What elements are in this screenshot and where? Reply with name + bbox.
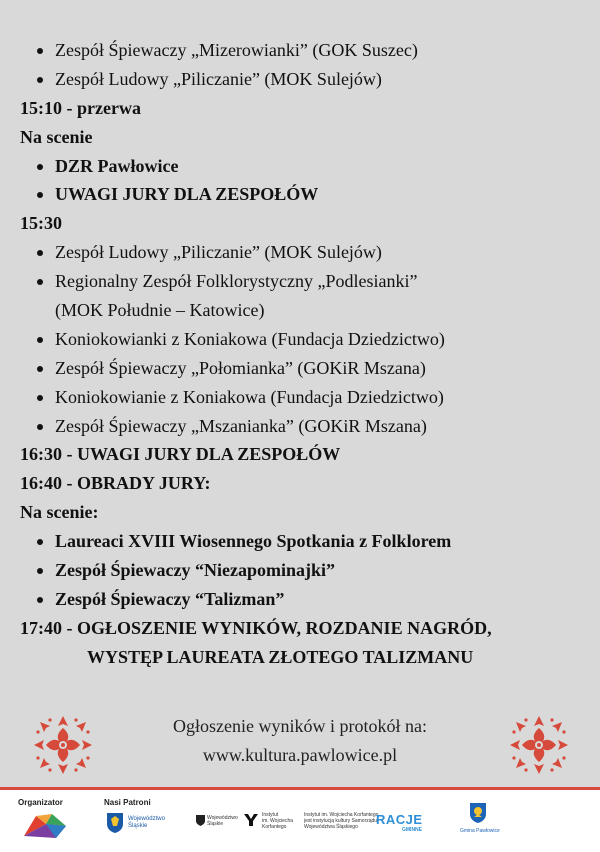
korfanty-institute-logo-icon [244, 814, 258, 826]
gmina-pawlowice-label: Gmina Pawłowice [460, 828, 500, 834]
korfanty-name-line3: Korfantego [262, 824, 287, 830]
stage-item: Zespół Śpiewaczy “Niezapominajki” [0, 556, 600, 585]
pawlowice-coat-of-arms-icon [469, 802, 487, 824]
sponsor-logo-bar [0, 787, 600, 852]
program-item: Zespół Śpiewaczy „Mszanianka” (GOKiR Mszana) [0, 412, 600, 441]
korfanty-description-line1: Instytut im. Wojciecha Korfantego [304, 812, 379, 818]
stage-item: Laureaci XVIII Wiosennego Spotkania z Folklorem [0, 527, 600, 556]
stage-item: UWAGI JURY DLA ZESPOŁÓW [0, 180, 600, 209]
jury-remarks-heading: 16:30 - UWAGI JURY DLA ZESPOŁÓW [20, 444, 341, 465]
on-stage-heading: Na scenie [20, 126, 93, 147]
stage-item: DZR Pawłowice [0, 152, 600, 181]
organizer-label: Organizator [18, 798, 63, 807]
results-url-link[interactable]: www.kultura.pawlowice.pl [202, 745, 398, 765]
program-item: Zespół Śpiewaczy „Połomianka” (GOKiR Mszana) [0, 354, 600, 383]
korfanty-name-line1: Instytut [262, 812, 279, 818]
on-stage-heading: Na scenie: [20, 502, 99, 523]
patrons-label: Nasi Patroni [104, 798, 151, 807]
stage-item: Zespół Śpiewaczy “Talizman” [0, 585, 600, 614]
korfanty-description-line3: Województwa Śląskiego [304, 824, 358, 830]
organizer-logo-icon [22, 810, 70, 840]
results-heading: 17:40 - OGŁOSZENIE WYNIKÓW, ROZDANIE NAGRÓD, [20, 617, 492, 638]
program-item: Zespół Ludowy „Piliczanie” (MOK Sulejów) [0, 65, 600, 94]
silesia-small-emblem-icon [196, 815, 205, 826]
korfanty-name-line2: im. Wojciecha [262, 818, 294, 824]
program-item: Zespół Ludowy „Piliczanie” (MOK Sulejów) [0, 238, 600, 267]
racje-gminne-sub: GMINNE [402, 827, 422, 833]
time-heading: 15:30 [20, 213, 62, 234]
announcement-text: Ogłoszenie wyników i protokół na: [173, 716, 427, 736]
program-item: Koniokowianie z Koniakowa (Fundacja Dziedzictwo) [0, 383, 600, 412]
results-heading-continuation: WYSTĘP LAUREATA ZŁOTEGO TALIZMANU [87, 646, 474, 667]
program-item: Koniokowianki z Koniakowa (Fundacja Dziedzictwo) [0, 325, 600, 354]
program-item-continuation: (MOK Południe – Katowice) [55, 300, 265, 321]
jury-deliberation-heading: 16:40 - OBRADY JURY: [20, 473, 211, 494]
program-item: Zespół Śpiewaczy „Mizerowianki” (GOK Suszec) [0, 36, 600, 65]
break-heading: 15:10 - przerwa [20, 97, 141, 118]
silesia-small-line1: Województwo [207, 815, 238, 821]
silesia-small-line2: Śląskie [207, 821, 224, 827]
silesia-name-line2: Śląskie [128, 823, 148, 829]
silesia-coat-of-arms-icon [106, 812, 124, 834]
racje-gminne-logo: RACJE [376, 812, 423, 827]
silesia-name-line1: Województwo [128, 816, 165, 822]
program-item: Regionalny Zespół Folklorystyczny „Podlesianki” [0, 267, 600, 296]
korfanty-description-line2: jest instytucją kultury Samorządu [304, 818, 378, 824]
program-list [0, 36, 600, 672]
